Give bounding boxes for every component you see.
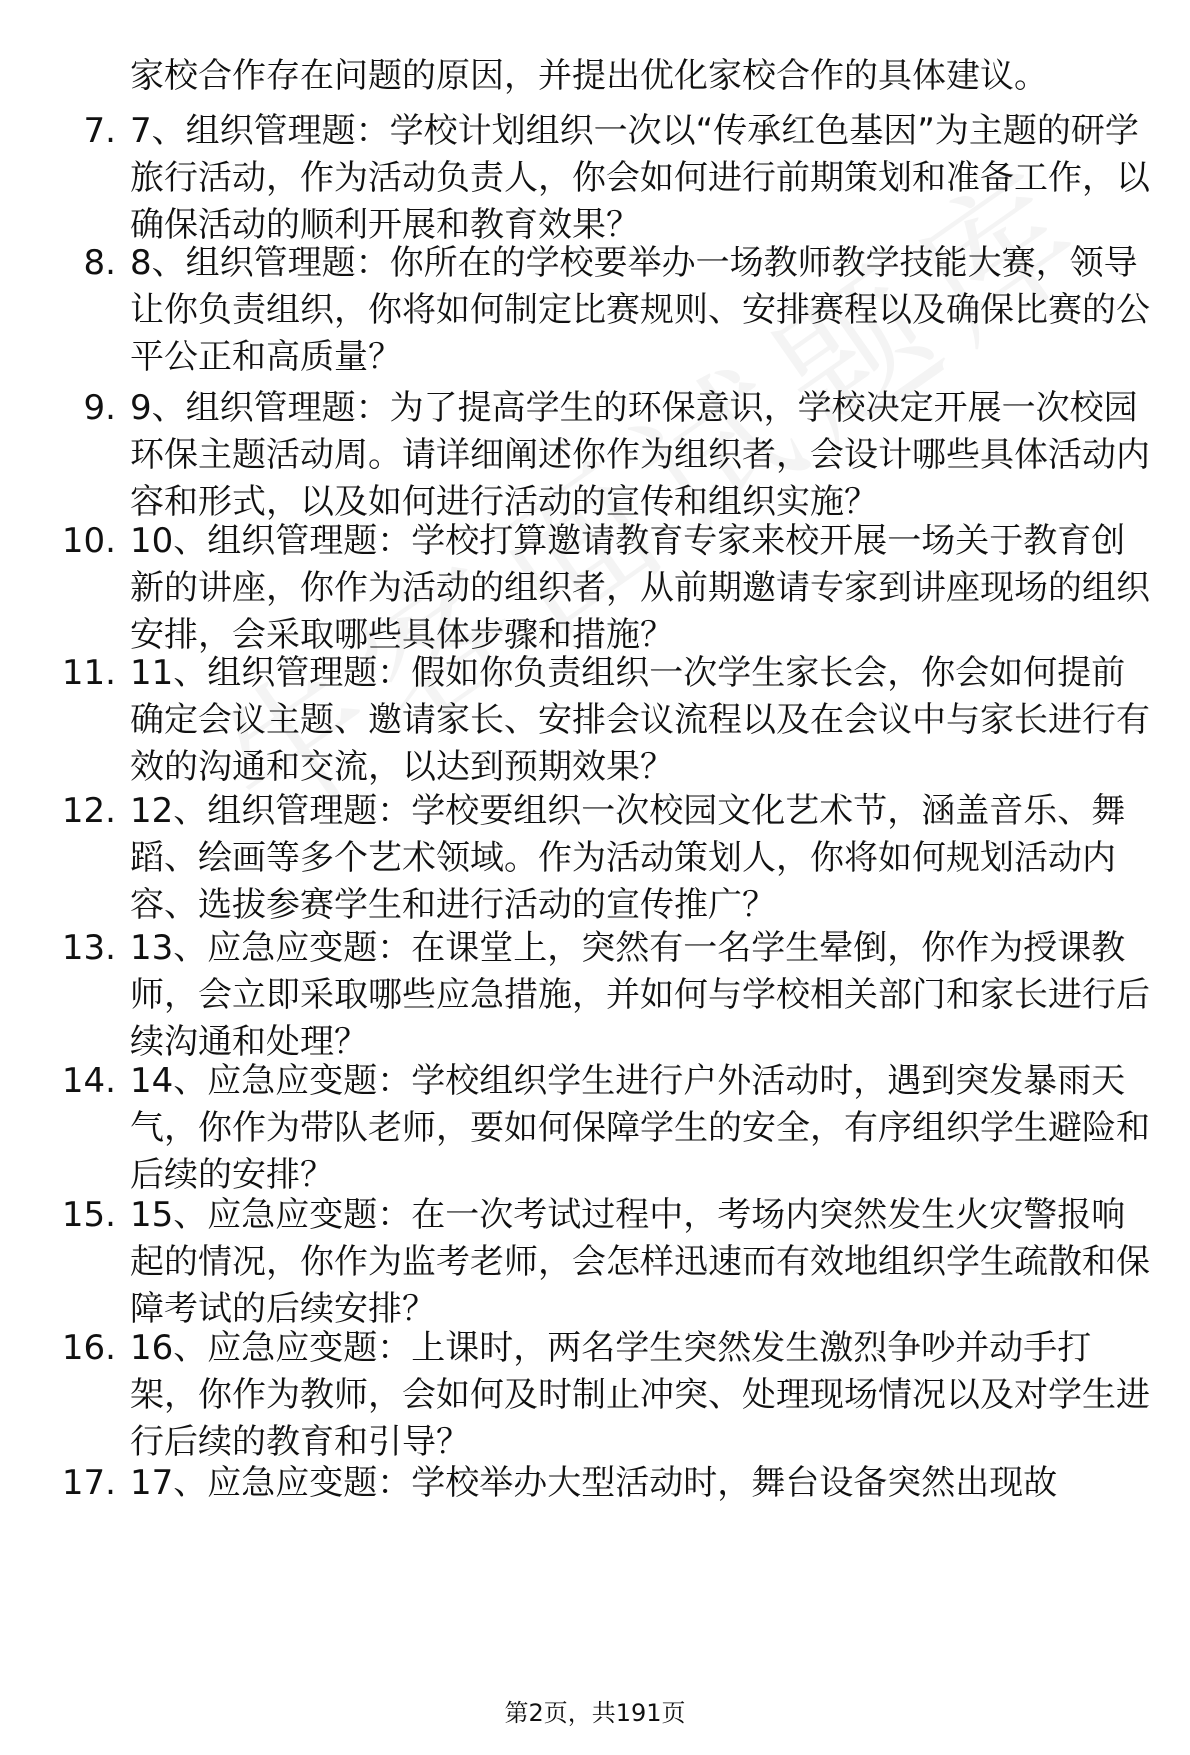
- item-number: 10.: [61, 521, 116, 561]
- item-number: 11.: [61, 653, 116, 693]
- intro-text: 家校合作存在问题的原因，并提出优化家校合作的具体建议。: [130, 56, 1048, 96]
- item-text: 10、组织管理题：学校打算邀请教育专家来校开展一场关于教育创新的讲座，你作为活动的组织者，从前期邀请专家到讲座现场的组织安排，会采取哪些具体步骤和措施？: [130, 521, 1150, 655]
- item-number: 17.: [61, 1463, 116, 1503]
- item-number: 7.: [83, 111, 116, 151]
- item-number: 9.: [83, 388, 116, 428]
- item-text: 13、应急应变题：在课堂上，突然有一名学生晕倒，你作为授课教师，会立即采取哪些应急措施，并如何与学校相关部门和家长进行后续沟通和处理？: [130, 928, 1150, 1062]
- item-text: 11、组织管理题：假如你负责组织一次学生家长会，你会如何提前确定会议主题、邀请家长、安排会议流程以及在会议中与家长进行有效的沟通和交流，以达到预期效果？: [130, 653, 1150, 787]
- item-text: 17、应急应变题：学校举办大型活动时，舞台设备突然出现故: [130, 1463, 1058, 1503]
- item-text: 9、组织管理题：为了提高学生的环保意识，学校决定开展一次校园环保主题活动周。请详细阐述你作为组织者，会设计哪些具体活动内容和形式，以及如何进行活动的宣传和组织实施？: [130, 388, 1150, 522]
- item-number: 13.: [61, 928, 116, 968]
- item-number: 16.: [61, 1328, 116, 1368]
- item-number: 14.: [61, 1061, 116, 1101]
- item-text: 12、组织管理题：学校要组织一次校园文化艺术节，涵盖音乐、舞蹈、绘画等多个艺术领域。作为活动策划人，你将如何规划活动内容、选拔参赛学生和进行活动的宣传推广？: [130, 791, 1126, 925]
- item-text: 8、组织管理题：你所在的学校要举办一场教师教学技能大赛，领导让你负责组织，你将如何制定比赛规则、安排赛程以及确保比赛的公平公正和高质量？: [130, 243, 1150, 377]
- item-text: 15、应急应变题：在一次考试过程中，考场内突然发生火灾警报响起的情况，你作为监考老师，会怎样迅速而有效地组织学生疏散和保障考试的后续安排？: [130, 1195, 1150, 1329]
- item-number: 8.: [83, 243, 116, 283]
- item-text: 14、应急应变题：学校组织学生进行户外活动时，遇到突发暴雨天气，你作为带队老师，要如何保障学生的安全，有序组织学生避险和后续的安排？: [130, 1061, 1150, 1195]
- item-text: 16、应急应变题：上课时，两名学生突然发生激烈争吵并动手打架，你作为教师，会如何及时制止冲突、处理现场情况以及对学生进行后续的教育和引导？: [130, 1328, 1150, 1462]
- item-number: 12.: [61, 791, 116, 831]
- page-footer: 第2页，共191页: [504, 1699, 686, 1727]
- item-number: 15.: [61, 1195, 116, 1235]
- item-text: 7、组织管理题：学校计划组织一次以“传承红色基因”为主题的研学旅行活动，作为活动负责人，你会如何进行前期策划和准备工作，以确保活动的顺利开展和教育效果？: [130, 111, 1150, 245]
